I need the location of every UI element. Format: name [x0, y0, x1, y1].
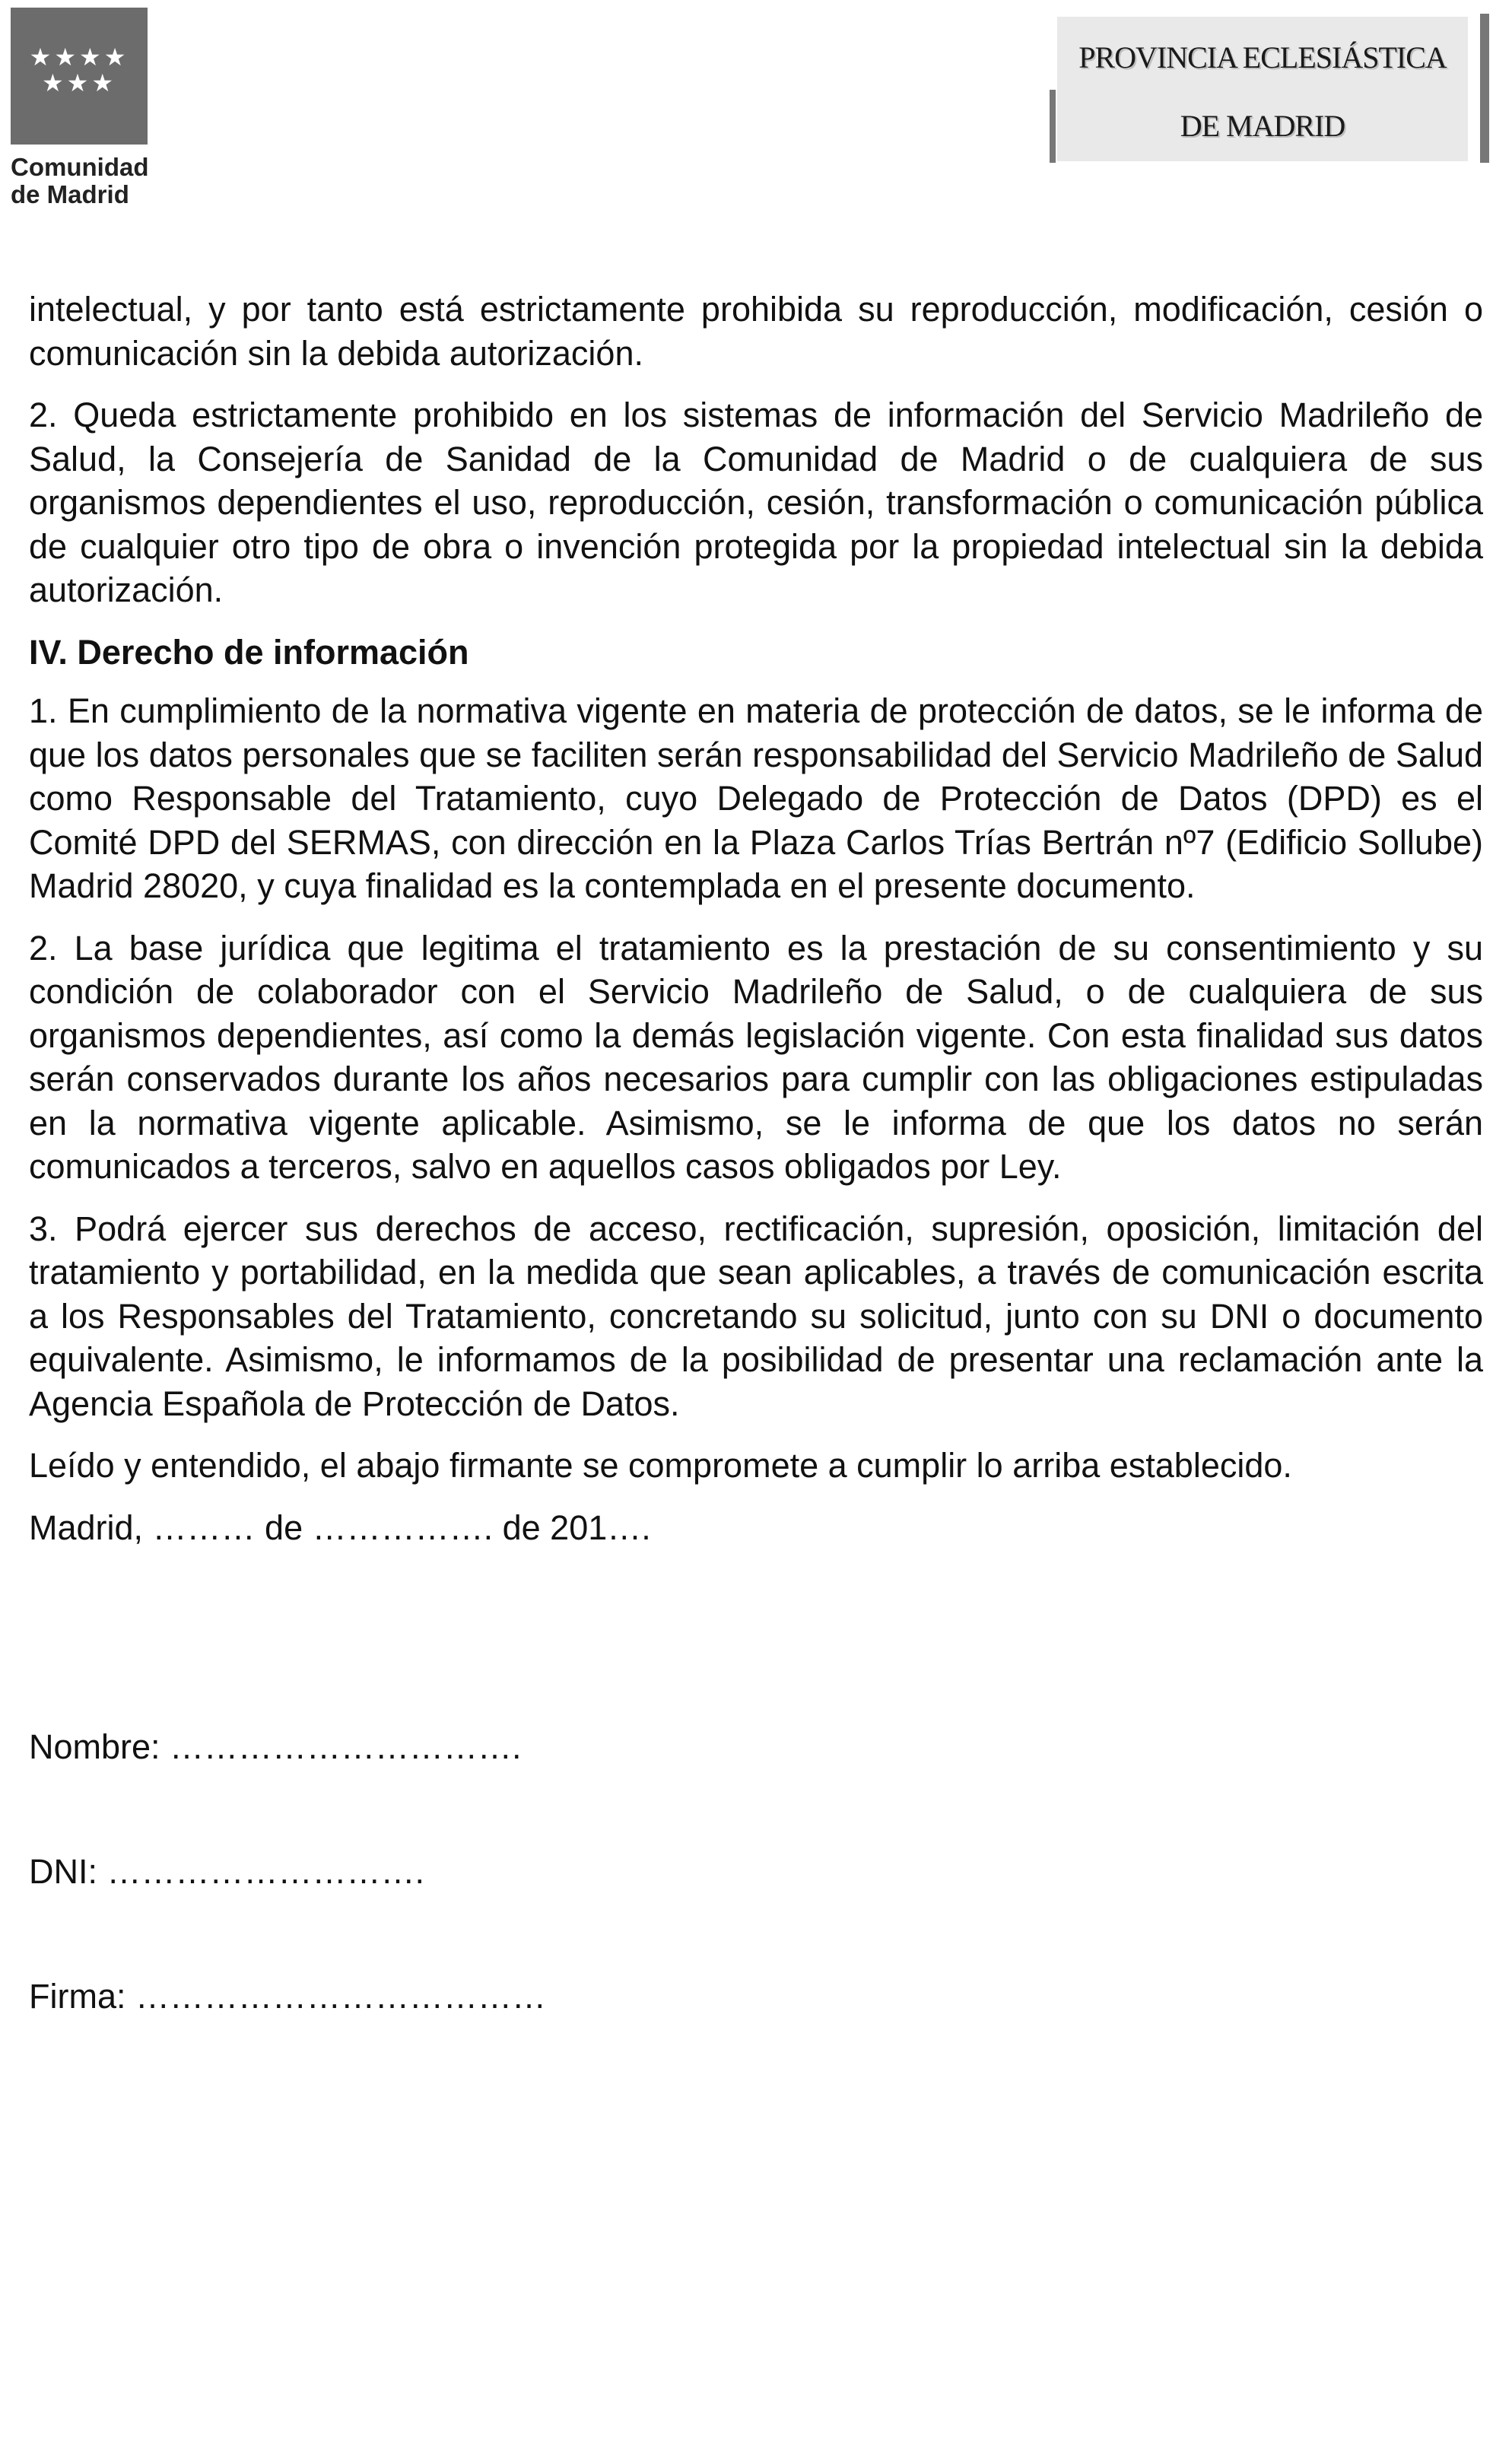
logo-wordmark: [11, 154, 160, 208]
section-iv-title: IV. Derecho de información: [29, 632, 469, 672]
paragraph-intro: intelectual, y por tanto está estrictamente prohibida su reproducción, modificación, cesión o comunicación sin la debida autorización.: [29, 290, 1483, 373]
stars-icon: ★★★★ ★★★: [29, 43, 129, 97]
place-date-line: Madrid, ……… de ……………. de 201….: [29, 1508, 651, 1547]
province-title-line-2: DE MADRID: [1180, 109, 1345, 143]
document-body: [29, 288, 1483, 1568]
comunidad-de-madrid-logo: [11, 8, 160, 208]
province-title-line-1: PROVINCIA ECLESIÁSTICA: [1078, 40, 1447, 75]
provincia-eclesiastica-header: [1050, 14, 1494, 163]
province-border-right: [1480, 14, 1489, 163]
nombre-field: Nombre: ………………………….: [29, 1727, 522, 1766]
logo-line-2: de Madrid: [11, 180, 129, 208]
firma-field: Firma: ………………………………: [29, 1977, 546, 2016]
paragraph-2: 2. Queda estrictamente prohibido en los sistemas de información del Servicio Madrileño de Salud, la Consejería de Sanidad de la Comunidad de Madrid o de cualquiera de sus organismos dependientes el uso, reproducción, cesión, transformación o comunicación pública de cualquier otro tipo de obra o invención protegida por la propiedad intelectual sin la debida autorización.: [29, 396, 1483, 609]
logo-emblem: [11, 8, 148, 145]
dni-field: DNI: ……………………….: [29, 1852, 425, 1891]
paragraph-iv-3: 3. Podrá ejercer sus derechos de acceso, rectificación, supresión, oposición, limitación del tratamiento y portabilidad, en la medida que sean aplicables, a través de comunicación escrita a los Responsables del Tratamiento, concretando su solicitud, junto con su DNI o documento equivalente. Asimismo, le informamos de la posibilidad de presentar una reclamación ante la Agencia Española de Protección de Datos.: [29, 1209, 1483, 1423]
logo-line-1: Comunidad: [11, 153, 149, 181]
closing-statement: Leído y entendido, el abajo firmante se compromete a cumplir lo arriba establecido.: [29, 1446, 1292, 1485]
paragraph-iv-2: 2. La base jurídica que legitima el tratamiento es la prestación de su consentimiento y su condición de colaborador con el Servicio Madrileño de Salud, o de cualquiera de sus organismos dependientes, así como la demás legislación vigente. Con esta finalidad sus datos serán conservados durante los años necesarios para cumplir con las obligaciones estipuladas en la normativa vigente aplicable. Asimismo, se le informa de que los datos no serán comunicados a terceros, salvo en aquellos casos obligados por Ley.: [29, 928, 1483, 1186]
paragraph-iv-1: 1. En cumplimiento de la normativa vigente en materia de protección de datos, se le informa de que los datos personales que se faciliten serán responsabilidad del Servicio Madrileño de Salud como Responsable del Tratamiento, cuyo Delegado de Protección de Datos (DPD) es el Comité DPD del SERMAS, con dirección en la Plaza Carlos Trías Bertrán nº7 (Edificio Sollube) Madrid 28020, y cuya finalidad es la contemplada en el presente documento.: [29, 691, 1483, 905]
